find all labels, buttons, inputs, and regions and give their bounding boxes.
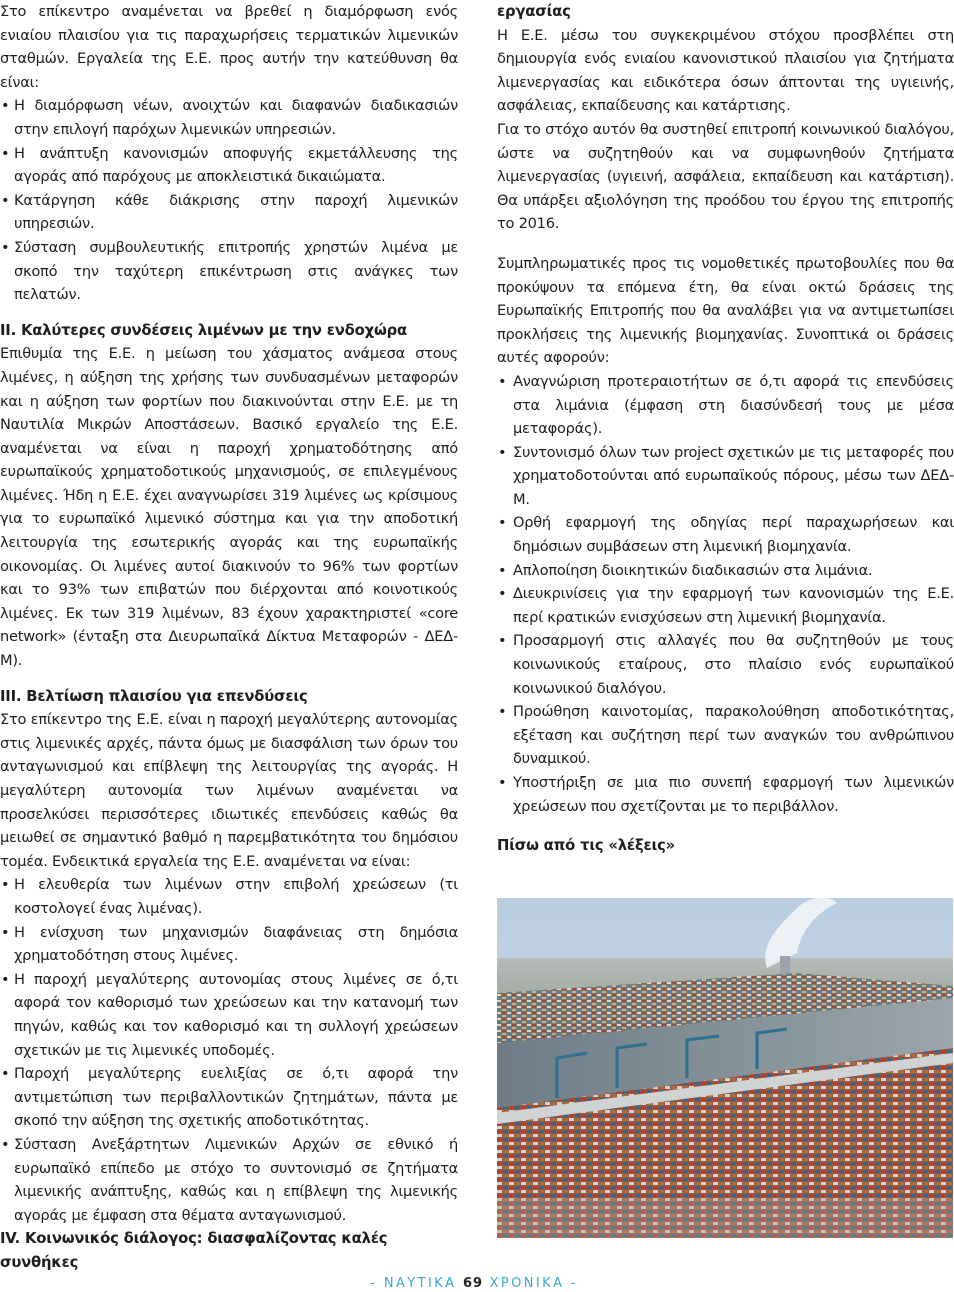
list-item: • Σύσταση Ανεξάρτητων Λιμενικών Αρχών σε εθνικό ή ευρωπαϊκό επίπεδο με στόχο το συντονισμό σε ζητήματα λιμενικής ανάπτυξης, καθώς και η επίβλεψη της λιμενικής αγοράς με έμφαση στα θέματα ανταγωνισμού. [0,1133,458,1227]
intro-paragraph: Στο επίκεντρο αναμένεται να βρεθεί η διαμόρφωση ενός ενιαίου πλαισίου για τις παραχωρήσεις τερματικών λιμενικών σταθμών. Εργαλεία της Ε.Ε. προς αυτήν την κατεύθυνση θα είναι: [0,3,458,91]
section-heading-iii: ΙΙΙ. Βελτίωση πλαισίου για επενδύσεις [0,687,308,705]
list-item: • Η παροχή μεγαλύτερης αυτονομίας στους λιμένες σε ό,τι αφορά τον καθορισμό των χρεώσεων και την κατανομή των πηγών, καθώς και τον καθορισμό και τη συλλογή χρεώσεων σχετικών με τις λιμενικές υποδομές. [0,968,458,1062]
list-item: • Η ελευθερία των λιμένων στην επιβολή χρεώσεων (τι κοστολογεί ένας λιμένας). [0,873,458,920]
concession-tools-list [0,94,458,306]
section-heading-iv: ΙV. Κοινωνικός διάλογος: διασφαλίζοντας καλές συνθήκες [0,1230,388,1271]
sidebar-heading: Πίσω από τις «λέξεις» [497,837,676,855]
section-iii-paragraph: Στο επίκεντρο της Ε.Ε. είναι η παροχή μεγαλύτερης αυτονομίας στις λιμενικές αρχές, πάντα όμως με διασφάλιση των όρων του ανταγωνισμού και επίβλεψη της λειτουργίας της αγοράς. Η μεγαλύτερη αυτονομία των λιμένων αναμένεται να προσελκύσει περισσότερες ιδιωτικές επενδύσεις καθώς θα μειωθεί σε σημαντικό βαθμό η παρεμβατικότητα του δημόσιου τομέα. Ενδεικτικά εργαλεία της Ε.Ε. αναμένεται να είναι: [0,711,458,870]
footer-right-word: ΧΡΟΝΙΚΑ - [489,1276,578,1291]
list-item: • Κατάργηση κάθε διάκρισης στην παροχή λιμενικών υπηρεσιών. [0,189,458,236]
list-item: • Σύσταση συμβουλευτικής επιτροπής χρηστών λιμένα με σκοπό την ταχύτερη επικέντρωση στις ανάγκες των πελατών. [0,236,458,307]
right-column [497,0,954,858]
section-iv-paragraph-1: Η Ε.Ε. μέσω του συγκεκριμένου στόχου προσβλέπει στη δημιουργία ενός ενιαίου κανονιστικού πλαισίου για ζητήματα λιμενεργασίας και ειδικότερα όσων άπτονται της υγιεινής, ασφάλειας, εκπαίδευσης και κατάρτισης. [497,26,954,115]
list-item: • Απλοποίηση διοικητικών διαδικασιών στα λιμάνια. [497,559,954,583]
investment-tools-list [0,873,458,1227]
list-item: • Παροχή μεγαλύτερης ευελιξίας σε ό,τι αφορά την αντιμετώπιση των περιβαλλοντικών ζητημάτων, πάντα με σκοπό την αύξηση της σχετικής αποδοτικότητας. [0,1062,458,1133]
page-footer [0,1276,954,1292]
footer-text [370,1276,578,1291]
list-item: • Η διαμόρφωση νέων, ανοιχτών και διαφανών διαδικασιών στην επιλογή παρόχων λιμενικών υπηρεσιών. [0,94,458,141]
list-item: • Η ανάπτυξη κανονισμών αποφυγής εκμετάλλευσης της αγοράς από παρόχους με αποκλειστικά δικαιώματα. [0,142,458,189]
list-item: • Η ενίσχυση των μηχανισμών διαφάνειας στη δημόσια χρηματοδότηση στους λιμένες. [0,921,458,968]
actions-intro-paragraph: Συμπληρωματικές προς τις νομοθετικές πρωτοβουλίες που θα προκύψουν τα επόμενα έτη, θα είναι οκτώ δράσεις της Ευρωπαϊκής Επιτροπής που θα αναλάβει για να αντιμετωπίσει προκλήσεις της λιμενικής βιομηχανίας. Συνοπτικά οι δράσεις αυτές αφορούν: [497,254,954,367]
section-iv-paragraph-2: Για το στόχο αυτόν θα συστηθεί επιτροπή κοινωνικού διαλόγου, ώστε να συζητηθούν και να συμφωνηθούν ζητήματα λιμενεργασίας (υγιεινή, ασφάλεια, εκπαίδευση και κατάρτιση). Θα υπάρξει αξιολόγηση της προόδου του έργου της επιτροπής το 2016. [497,120,954,233]
left-column [0,0,458,1274]
list-item: • Προώθηση καινοτομίας, παρακολούθηση αποδοτικότητας, εξέταση και συζήτηση περί των αναγκών του ανθρώπινου δυναμικού. [497,700,954,771]
commission-actions-list [497,370,954,818]
list-item: • Διευκρινίσεις για την εφαρμογή των κανονισμών της Ε.Ε. περί κρατικών ενισχύσεων στη λιμενική βιομηχανία. [497,582,954,629]
list-item: • Ορθή εφαρμογή της οδηγίας περί παραχωρήσεων και δημόσιων συμβάσεων στη λιμενική βιομηχανία. [497,511,954,558]
port-aerial-photo [497,898,953,1238]
section-heading-iv-continued: εργασίας [497,3,571,20]
list-item: • Προσαρμογή στις αλλαγές που θα συζητηθούν με τους κοινωνικούς εταίρους, στο πλαίσιο ενός ευρωπαϊκού κοινωνικού διαλόγου. [497,629,954,700]
footer-left-word: - ΝΑΥΤΙΚΑ [370,1276,457,1291]
page-number: 69 [462,1276,484,1291]
list-item: • Αναγνώριση προτεραιοτήτων σε ό,τι αφορά τις επενδύσεις στα λιμάνια (έμφαση στη διασύνδεσή τους με μέσα μεταφοράς). [497,370,954,441]
list-item: • Συντονισμό όλων των project σχετικών με τις μεταφορές που χρηματοδοτούνται από ευρωπαϊκούς πόρους, μέσω των ΔΕΔ-Μ. [497,441,954,512]
list-item: • Υποστήριξη σε μια πιο συνεπή εφαρμογή των λιμενικών χρεώσεων που σχετίζονται με το περιβάλλον. [497,771,954,818]
section-ii-paragraph: Επιθυμία της Ε.Ε. η μείωση του χάσματος ανάμεσα στους λιμένες, η αύξηση της χρήσης των συνδυασμένων μεταφορών και η αύξηση των φορτίων που διακινούνται στην Ε.Ε. με τη Ναυτιλία Μικρών Αποστάσεων. Βασικό εργαλείο της Ε.Ε. αναμένεται να είναι η παροχή χρηματοδότησης από ευρωπαϊκούς χρηματοδοτικούς μηχανισμούς, σε επιλεγμένους λιμένες. Ήδη η Ε.Ε. έχει αναγνωρίσει 319 λιμένες ως κρίσιμους για το ευρωπαϊκό λιμενικό σύστημα και για την αποδοτική λειτουργία της εσωτερικής αγοράς και της ευρωπαϊκής οικονομίας. Οι λιμένες αυτοί διακινούν το 96% των φορτίων και το 93% των επιβατών που διέρχονται από κοινοτικούς λιμένες. Εκ των 319 λιμένων, 83 έχουν χαρακτηριστεί «core network» (ένταξη στα Διευρωπαϊκά Δίκτυα Μεταφορών - ΔΕΔ-Μ). [0,345,458,670]
section-heading-ii: ΙΙ. Καλύτερες συνδέσεις λιμένων με την ενδοχώρα [0,321,407,339]
